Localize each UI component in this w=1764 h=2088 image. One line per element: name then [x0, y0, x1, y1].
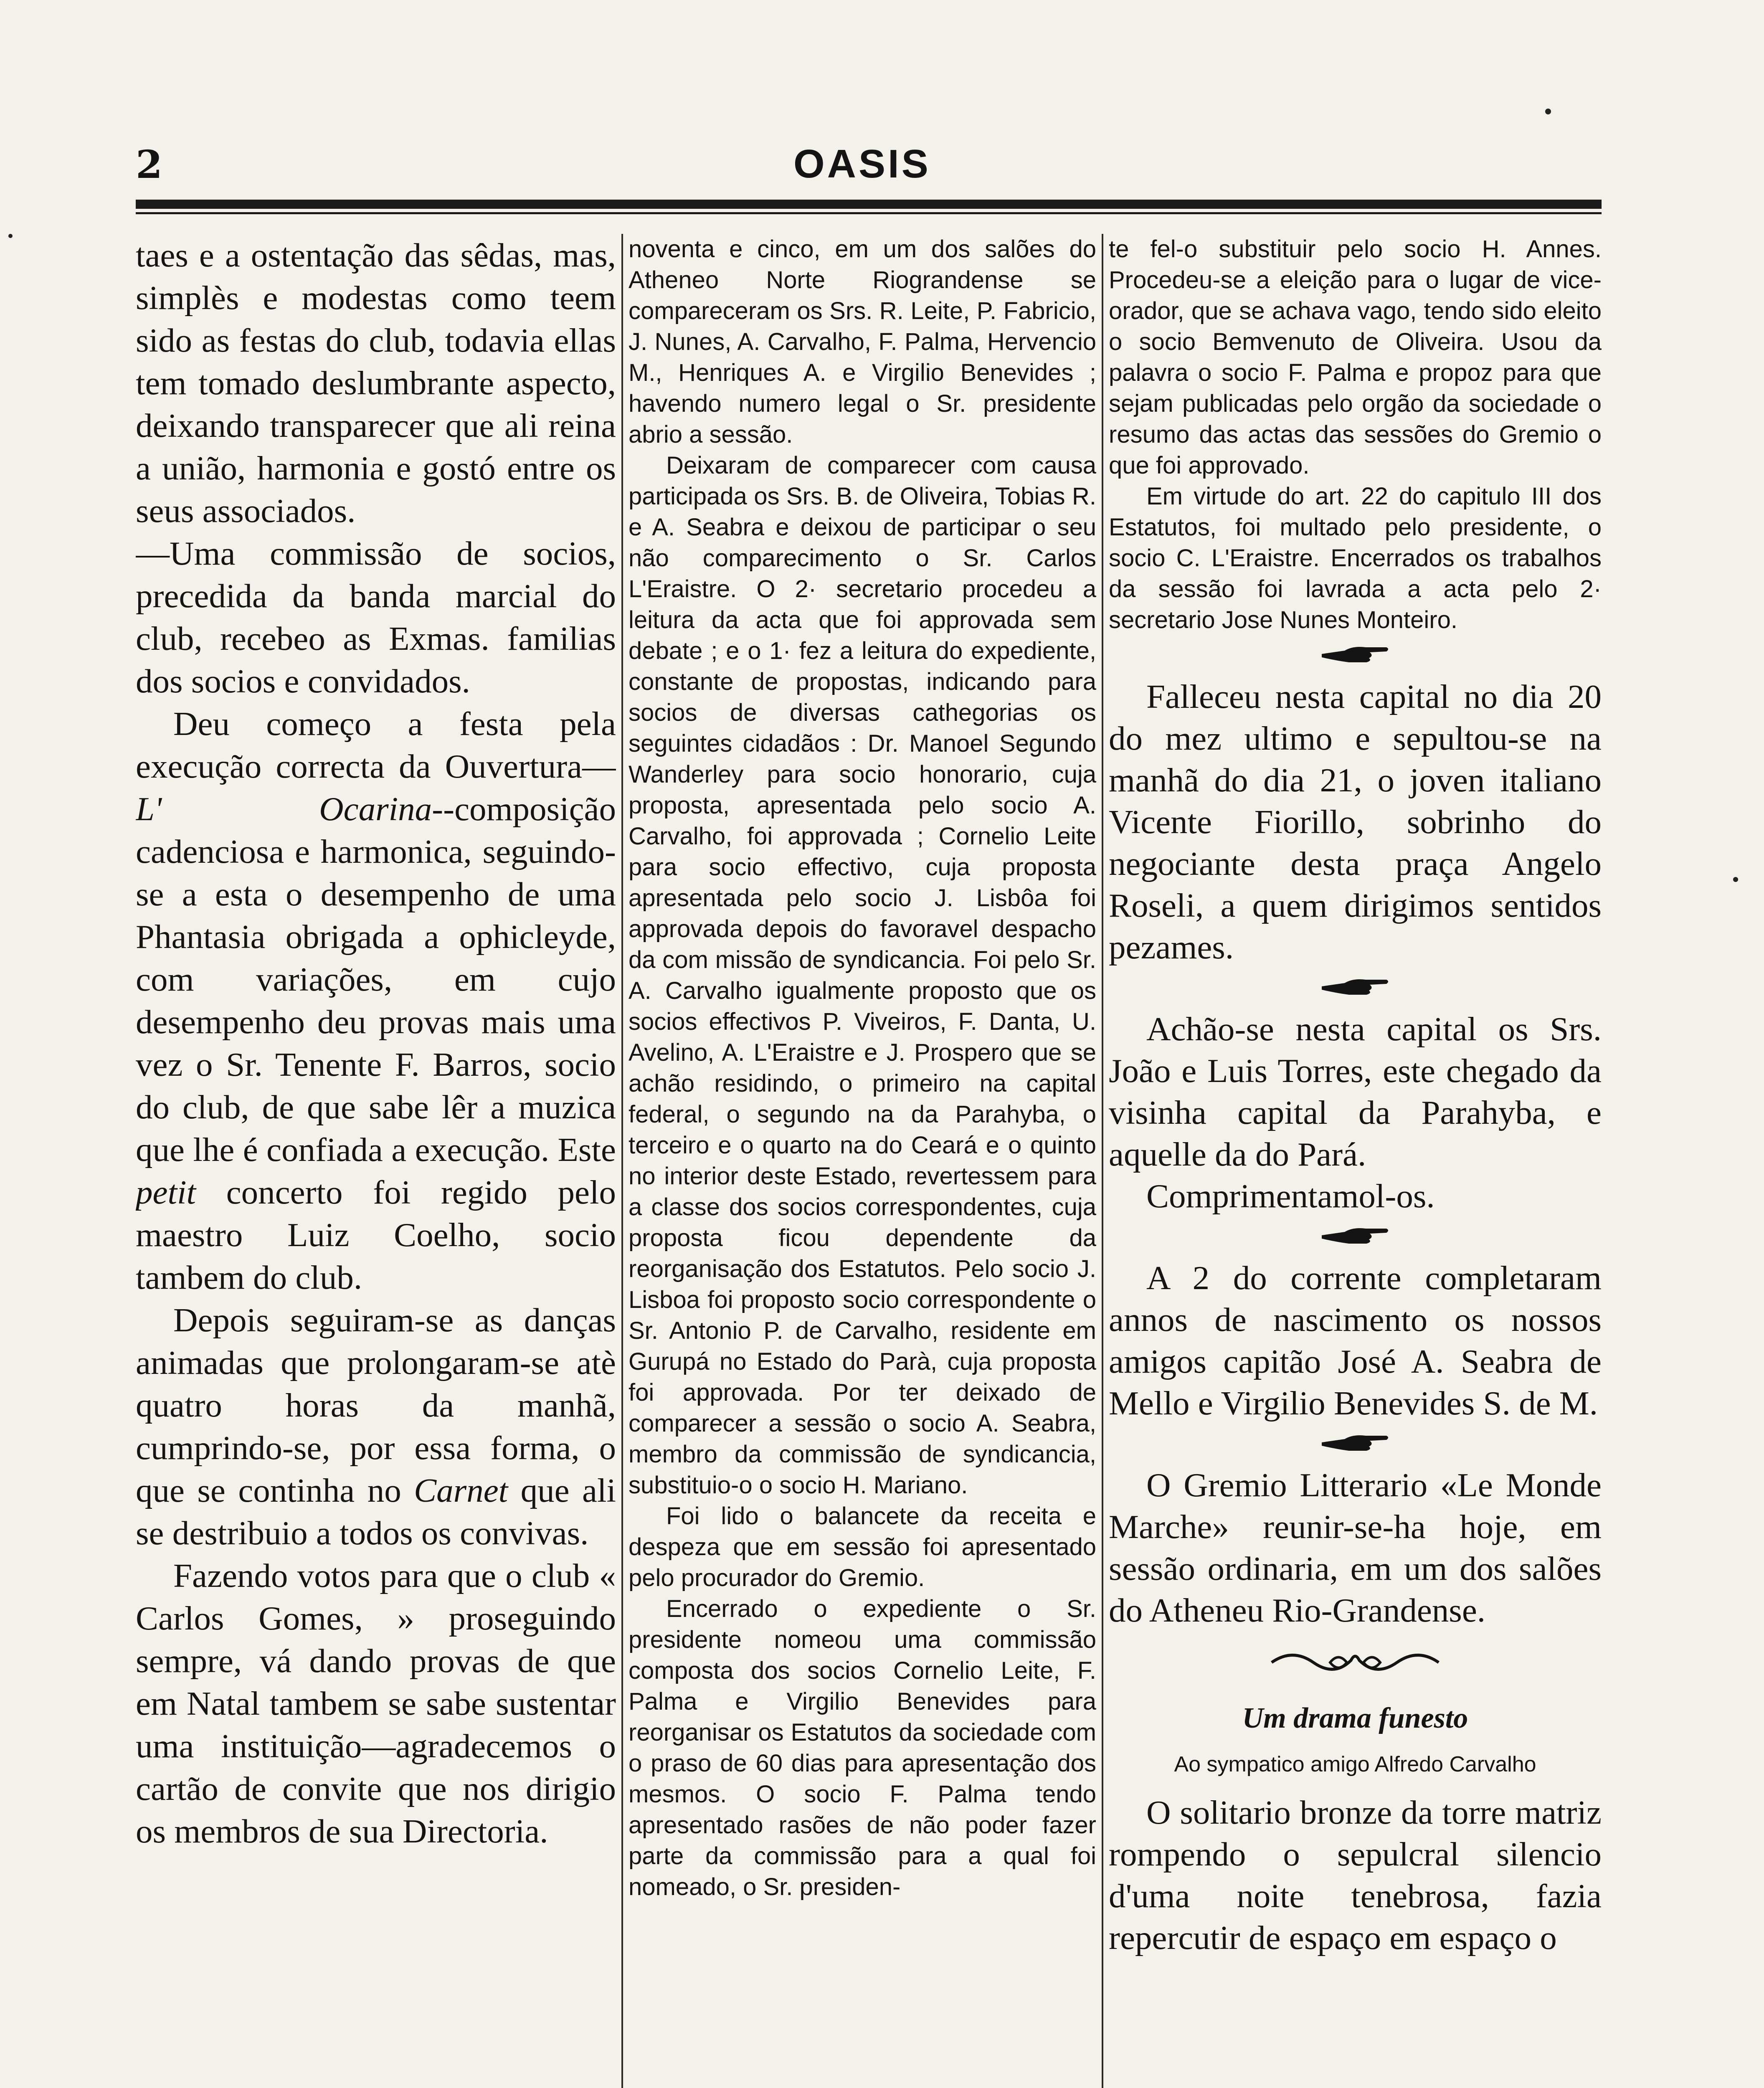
col3-paragraph-3: Falleceu nesta capital no dia 20 do mez ultimo e sepultou-se na manhã do dia 21, o joven italiano Vicente Fiorillo, sobrinho do negociante desta praça Angelo Roseli, a quem dirigimos sentidos pezames. — [1109, 678, 1602, 966]
col3-paragraph-1: te fel-o substituir pelo socio H. Annes. Procedeu-se a eleição para o lugar de vice-orador, que se achava vago, tendo sido eleito o socio Bemvenuto de Oliveira. Usou da palavra o socio F. Palma e propoz para que sejam publicadas pelo orgão da sociedade o resumo das actas das sessões do Gremio o que foi approvado. — [1109, 236, 1602, 479]
col1-p3-text-b: --composição cadenciosa e harmonica, seguindo-se a esta o desempenho de uma Phantasia obrigada a ophicleyde, com variações, em cujo desempenho deu provas mais uma vez o Sr. Tenente F. Barros, socio do club, de que sabe lêr a muzica que lhe é confiada a execução. Este — [136, 790, 616, 1168]
column-1 — [136, 234, 616, 2088]
col3-paragraph-5: Comprimentamol-os. — [1146, 1177, 1435, 1215]
newspaper-title: OASIS — [793, 142, 931, 186]
article-dedication: Ao sympatico amigo Alfredo Carvalho — [1174, 1752, 1536, 1776]
carnet-word: Carnet — [414, 1472, 508, 1509]
ocarina-title: L' Ocarina — [136, 790, 432, 828]
col2-paragraph-1: noventa e cinco, em um dos salões do Atheneo Norte Riograndense se compareceram os Srs. R. Leite, P. Fabricio, J. Nunes, A. Carvalho, F. Palma, Hervencio M., Henriques A. e Virgilio Benevides ; havendo numero legal o Sr. presidente abrio a sessão. — [629, 236, 1096, 448]
scan-speck — [1733, 877, 1738, 882]
column-divider-1 — [621, 234, 623, 2088]
pointing-hand-icon — [1109, 1430, 1602, 1457]
col3-paragraph-7: O Gremio Litterario «Le Monde Marche» reunir-se-ha hoje, em sessão ordinaria, em um dos salões do Atheneu Rio-Grandense. — [1109, 1466, 1602, 1629]
col1-p4-text-b: que ali se destribuio a todos os convivas. — [136, 1472, 616, 1552]
article-title: Um drama funesto — [1242, 1702, 1468, 1734]
col3-paragraph-8: O solitario bronze da torre matriz rompendo o sepulcral silencio d'uma noite tenebrosa, fazia repercutir de espaço em espaço o — [1109, 1794, 1602, 1956]
col1-paragraph-5: Fazendo votos para que o club « Carlos Gomes, » proseguindo sempre, vá dando provas de que em Natal tambem se sabe sustentar uma instituição—agradecemos o cartão de convite que nos dirigio os membros de sua Directoria. — [136, 1557, 616, 1850]
col1-paragraph-4 — [136, 1299, 616, 1554]
pointing-hand-icon — [1109, 974, 1602, 1001]
header-rule-thick — [136, 200, 1602, 209]
col2-paragraph-2: Deixaram de comparecer com causa participada os Srs. B. de Oliveira, Tobias R. e A. Seabra e deixou de participar o seu não comparecimento o Sr. Carlos L'Eraistre. O 2· secretario procedeu a leitura da acta que foi approvada sem debate ; e o 1· fez a leitura do expediente, constante de propostas, indicando para socios de diversas cathegorias os seguintes cidadãos : Dr. Manoel Segundo Wanderley para socio honorario, cuja proposta, apresentada pelo socio A. Carvalho, foi approvada ; Cornelio Leite para socio effectivo, cuja proposta apresentada pelo socio J. Lisbôa foi approvada depois do favoravel despacho da com missão de syndicancia. Foi pelo Sr. A. Carvalho igualmente proposto que os socios effectivos P. Viveiros, F. Danta, U. Avelino, A. L'Eraistre e J. Prospero que se achão residindo, o primeiro na capital federal, o segundo na da Parahyba, o terceiro e o quarto na do Ceará e o quinto no interior deste Estado, revertessem para a classe dos socios correspondentes, cuja proposta ficou dependente da reorganisação dos Estatutos. Pelo socio J. Lisboa foi proposto socio correspondente o Sr. Antonio P. de Carvalho, residente em Gurupá no Estado do Parà, cuja proposta foi approvada. Por ter deixado de comparecer a sessão o socio A. Seabra, membro da commissão de syndicancia, substituio-o o socio H. Mariano. — [629, 452, 1096, 1499]
col1-paragraph-1: taes e a ostentação das sêdas, mas, simplès e modestas como teem sido as festas do club, todavia ellas tem tomado deslumbrante aspecto, deixando transparecer que ali reina a união, harmonia e gostó entre os seus associados. — [136, 236, 616, 530]
page-number: 2 — [136, 142, 163, 187]
column-3 — [1109, 234, 1602, 2088]
col1-p3-text-c: concerto foi regido pelo maestro Luiz Coelho, socio tambem do club. — [136, 1173, 616, 1296]
col3-paragraph-6: A 2 do corrente completaram annos de nascimento os nossos amigos capitão José A. Seabra de Mello e Virgilio Benevides S. de M. — [1109, 1259, 1602, 1422]
col1-p3-text-a: Deu começo a festa pela execução correcta da Ouvertura— — [136, 705, 616, 785]
col3-paragraph-2: Em virtude do art. 22 do capitulo III dos Estatutos, foi multado pelo presidente, o socio C. L'Eraistre. Encerrados os trabalhos da sessão foi lavrada a acta pelo 2· secretario Jose Nunes Monteiro. — [1109, 483, 1602, 633]
pointing-hand-icon — [1109, 1223, 1602, 1249]
header-rule-thin — [136, 212, 1602, 214]
col1-p4-text-a: Depois seguiram-se as danças animadas que prolongaram-se atè quatro horas da manhã, cumprindo-se, por essa forma, o que se continha no — [136, 1301, 616, 1509]
col1-paragraph-2: —Uma commissão de socios, precedida da banda marcial do club, recebeo as Exmas. familias dos socios e convidados. — [136, 535, 616, 700]
col3-paragraph-4: Achão-se nesta capital os Srs. João e Luis Torres, este chegado da visinha capital da Parahyba, e aquelle da do Pará. — [1109, 1010, 1602, 1173]
col2-paragraph-3: Foi lido o balancete da receita e despeza que em sessão foi apresentado pelo procurador do Gremio. — [629, 1503, 1096, 1591]
petit-word: petit — [136, 1173, 196, 1211]
column-2 — [629, 234, 1096, 2088]
col2-paragraph-4: Encerrado o expediente o Sr. presidente nomeou uma commissão composta dos socios Cornelio Leite, F. Palma e Virgilio Benevides para reorganisar os Estatutos da sociedade com o praso de 60 dias para apresentação dos mesmos. O socio F. Palma tendo apresentado rasões de não poder fazer parte da commissão para a qual foi nomeado, o Sr. presiden- — [629, 1595, 1096, 1900]
scan-speck — [8, 234, 13, 238]
pointing-hand-icon — [1109, 641, 1602, 668]
scan-speck — [1545, 109, 1551, 114]
col1-paragraph-3 — [136, 702, 616, 1299]
column-divider-2 — [1102, 234, 1103, 2088]
ornament-flourish-icon — [1109, 1644, 1602, 1683]
